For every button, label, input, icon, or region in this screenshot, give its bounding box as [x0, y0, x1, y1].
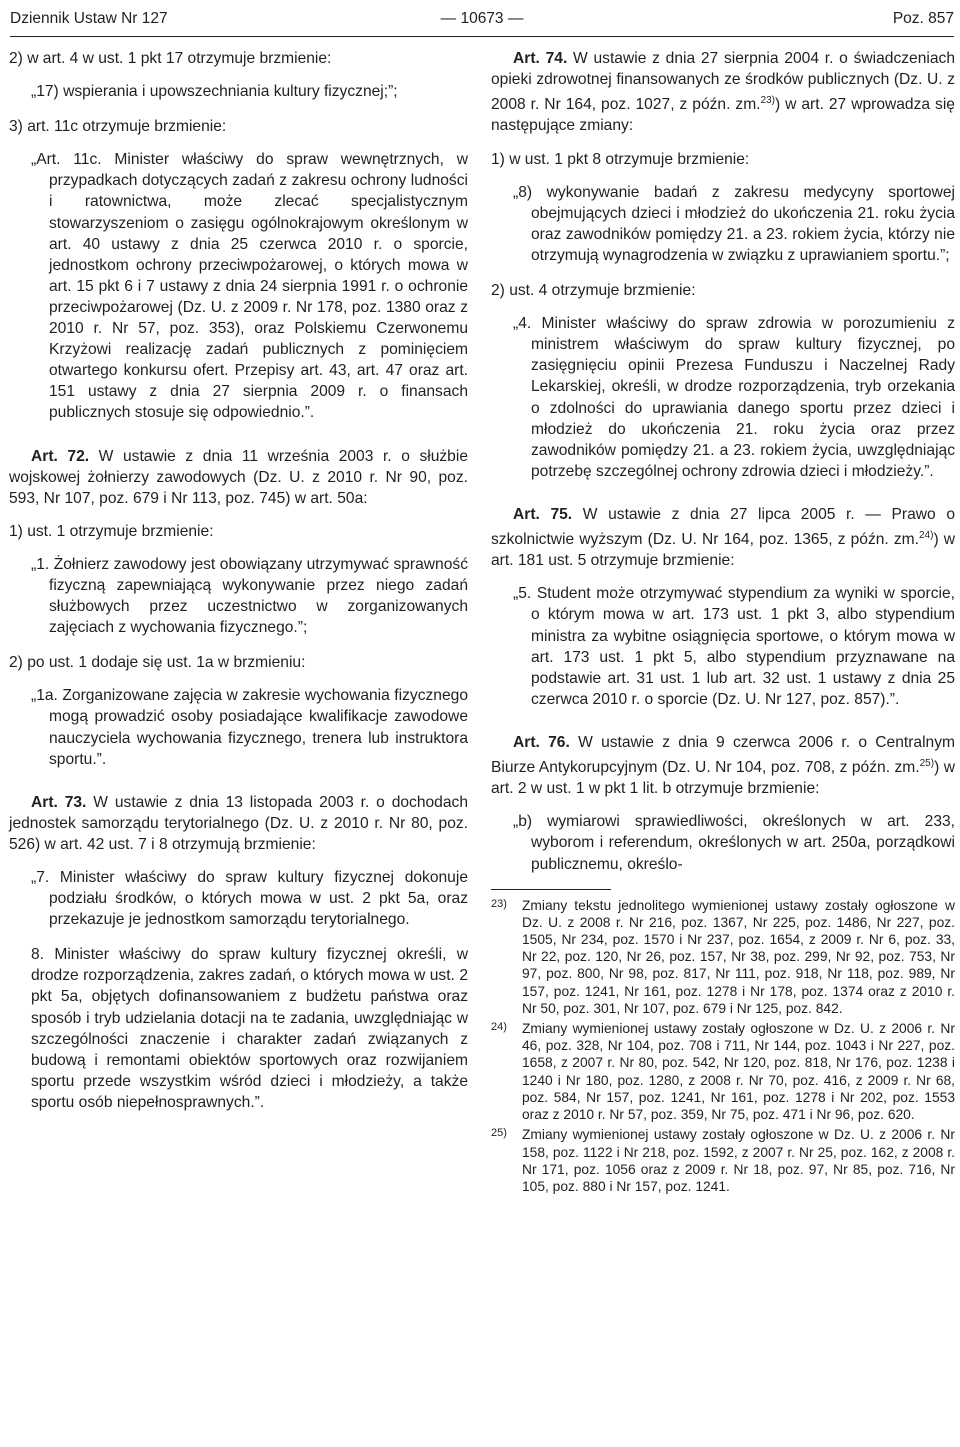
article-label: Art. 72.: [31, 447, 90, 465]
article-76: [491, 732, 955, 799]
quoted-provision: „4. Minister właściwy do spraw zdrowia w porozumieniu z ministrem właściwym do spraw kultury fizycznej, po zasięgnięciu opinii Prezesa Funduszu i Naczelnej Rady Lekarskiej, określi, w drodze rozporządzenia, tryb orzekania o zdolności do uprawiania danego sportu przez dzieci i młodzież do ukończenia 21. roku życia oraz przez zawodników pomiędzy 21. a 23. rokiem życia, uwzględniając potrzebę szczególnej ochrony zdrowia dzieci i młodzieży.”.: [513, 315, 955, 480]
right-column: [491, 48, 955, 1197]
quoted-provision: „7. Minister właściwy do spraw kultury fizycznej dokonuje podziału środków, o których mowa w ust. 2 pkt 5a, oraz przekazuje je jednostkom samorządu terytorialnego.: [31, 869, 468, 929]
left-column: [9, 48, 468, 1127]
footnote-text: Zmiany wymienionej ustawy zostały ogłoszone w Dz. U. z 2006 r. Nr 158, poz. 1122 i Nr 218, poz. 1592, z 2007 r. Nr 25, poz. 162, z 2008 r. Nr 171, poz. 1056 oraz z 2009 r. Nr 18, poz. 97, Nr 85, poz. 716, Nr 105, poz. 880 i Nr 157, poz. 1241.: [522, 1127, 955, 1194]
article-text: ) w art. 181 ust. 5 otrzymuje brzmienie:: [491, 531, 955, 570]
quoted-provision: 8. Minister właściwy do spraw kultury fizycznej określi, w drodze rozporządzenia, zakres zadań, o których mowa w ust. 2 pkt 5a, objętych dofinansowaniem z budżetu państwa oraz sposób i tryb udzielania dotacji na te zadania, uwzględniając w szczególności znaczenie i charakter zadań związanych z budową i remontami obiektów sportowych oraz rozwijaniem sportu przede wszystkim wśród dzieci i młodzieży, a także sportu osób niepełnosprawnych.”.: [31, 946, 468, 1111]
article-text: W ustawie z dnia 27 sierpnia 2004 r. o świadczeniach opieki zdrowotnej finansowanych ze środków publicznych (Dz. U. z 2008 r. Nr 164, poz. 1027, z późn. zm.: [491, 50, 955, 114]
amendment-point: 3) art. 11c otrzymuje brzmienie:: [9, 118, 227, 136]
article-text: W ustawie z dnia 9 czerwca 2006 r. o Centralnym Biurze Antykorupcyjnym (Dz. U. Nr 104, poz. 708, z późn. zm.: [491, 733, 955, 777]
article-text: ) w art. 2 w ust. 1 w pkt 1 lit. b otrzymuje brzmienie:: [491, 759, 955, 798]
journal-title: Dziennik Ustaw Nr 127: [10, 10, 168, 27]
footnotes: [491, 896, 955, 1195]
article-text: W ustawie z dnia 13 listopada 2003 r. o dochodach jednostek samorządu terytorialnego (Dz. U. z 2010 r. Nr 80, poz. 526) w art. 42 ust. 7 i 8 otrzymują brzmienie:: [9, 793, 468, 853]
article-label: Art. 75.: [513, 505, 573, 523]
article-text: W ustawie z dnia 27 lipca 2005 r. — Prawo o szkolnictwie wyższym (Dz. U. Nr 164, poz. 1365, z późn. zm.: [491, 505, 955, 549]
quoted-provision: „b) wymiarowi sprawiedliwości, określonych w art. 233, wyborom i referendum, określonych w art. 250a, porządkowi publicznemu, określo-: [513, 813, 955, 873]
quoted-provision: „17) wspierania i upowszechniania kultury fizycznej;”;: [31, 83, 398, 101]
amendment-point: 1) ust. 1 otrzymuje brzmienie:: [9, 522, 214, 540]
article-text: W ustawie z dnia 11 września 2003 r. o służbie wojskowej żołnierzy zawodowych (Dz. U. z 2010 r. Nr 90, poz. 593, Nr 107, poz. 679 i Nr 113, poz. 745) w art. 50a:: [9, 447, 468, 507]
article-label: Art. 76.: [513, 733, 570, 751]
quoted-provision: „Art. 11c. Minister właściwy do spraw wewnętrznych, w przypadkach dotyczących zadań z zakresu ochrony ludności i ratownictwa, może zlecać specjalistycznym stowarzyszeniom o zasięgu ogólnokrajowym określonym w art. 40 ustawy z dnia 25 czerwca 2010 r. o sporcie, jednostkom ochrony przeciwpożarowej, o których mowa w art. 15 pkt 6 i 7 ustawy z dnia 24 sierpnia 1991 r. o ochronie przeciwpożarowej (Dz. U. z 2009 r. Nr 178, poz. 1380 oraz z 2010 r. Nr 57, poz. 353), oraz Polskiemu Czerwonemu Krzyżowi realizację zadań publicznych z pominięciem otwartego konkursu ofert. Przepisy art. 43, art. 47 oraz art. 151 ustawy z dnia 27 sierpnia 2009 r. o finansach publicznych stosuje się odpowiednio.”.: [31, 151, 468, 422]
footnote: [491, 1125, 955, 1195]
article-73: [9, 792, 468, 855]
footnote-mark: 25): [491, 1127, 507, 1140]
footnote: [491, 1019, 955, 1123]
footnote-ref[interactable]: 25): [919, 758, 935, 769]
article-label: Art. 74.: [513, 50, 568, 67]
amendment-point: 1) w ust. 1 pkt 8 otrzymuje brzmienie:: [491, 150, 750, 168]
article-74: [491, 48, 955, 137]
footnote-text: Zmiany tekstu jednolitego wymienionej ustawy zostały ogłoszone w Dz. U. z 2008 r. Nr 216, poz. 1367, Nr 225, poz. 1486, Nr 227, poz. 1505, Nr 234, poz. 1570 i Nr 237, poz. 1654, z 2009 r. Nr 6, poz. 33, Nr 22, poz. 120, Nr 26, poz. 157, Nr 38, poz. 299, Nr 92, poz. 753, Nr 97, poz. 800, Nr 98, poz. 817, Nr 111, poz. 918, Nr 118, poz. 989, Nr 157, poz. 1241, Nr 161, poz. 1278 i Nr 178, poz. 1374 oraz z 2010 r. Nr 50, poz. 301, Nr 107, poz. 679 i Nr 125, poz. 842.: [522, 897, 955, 1016]
amendment-point: 2) po ust. 1 dodaje się ust. 1a w brzmieniu:: [9, 654, 306, 672]
header-rule: [10, 36, 954, 37]
quoted-provision: „8) wykonywanie badań z zakresu medycyny sportowej obejmujących dzieci i młodzież do ukończenia 21. roku życia oraz zawodników pomiędzy 21. a 23. rokiem życia, którzy nie otrzymują wynagrodzenia w związku z uprawianiem sportu.”;: [513, 183, 955, 264]
footnote-mark: 23): [491, 897, 507, 910]
footnote: [491, 896, 955, 1017]
position-number: Poz. 857: [892, 10, 954, 27]
article-72: [9, 446, 468, 509]
quoted-provision: „5. Student może otrzymywać stypendium za wyniki w sporcie, o którym mowa w art. 173 ust. 1 pkt 3, albo stypendium ministra za wybitne osiągnięcia sportowe, o którym mowa w art. 173 ust. 1 pkt 5, albo stypendium przyznawane na podstawie art. 31 ust. 1 lub art. 32 ust. 1 ustawy z dnia 25 czerwca 2010 r. o sporcie (Dz. U. Nr 127, poz. 857).”.: [513, 585, 955, 708]
article-label: Art. 73.: [31, 793, 87, 811]
amendment-point: 2) ust. 4 otrzymuje brzmienie:: [491, 282, 696, 300]
article-text: ) w art. 27 wprowadza się następujące zmiany:: [491, 96, 955, 135]
footnote-mark: 24): [491, 1021, 507, 1034]
footnote-rule: [491, 889, 611, 890]
footnote-ref[interactable]: 23): [760, 95, 775, 107]
footnote-text: Zmiany wymienionej ustawy zostały ogłoszone w Dz. U. z 2006 r. Nr 46, poz. 328, Nr 104, poz. 708 i 711, Nr 144, poz. 1043 i Nr 227, poz. 1658, z 2007 r. Nr 80, poz. 542, Nr 120, poz. 818, Nr 176, poz. 1238 i 1240 i Nr 180, poz. 1280, z 2008 r. Nr 70, poz. 416, z 2009 r. Nr 68, poz. 584, Nr 157, poz. 1241, Nr 161, poz. 1278 i Nr 202, poz. 1553 oraz z 2010 r. Nr 57, poz. 359, Nr 75, poz. 471 i Nr 96, poz. 620.: [522, 1021, 955, 1123]
amendment-point: 2) w art. 4 w ust. 1 pkt 17 otrzymuje brzmienie:: [9, 50, 332, 67]
quoted-provision: „1. Żołnierz zawodowy jest obowiązany utrzymywać sprawność fizyczną zapewniającą wykonywanie przez niego zadań służbowych przez uczestnictwo w zorganizowanych zajęciach z wychowania fizycznego.”;: [31, 555, 468, 637]
page-number: — 10673 —: [440, 10, 524, 27]
article-75: [491, 504, 955, 571]
quoted-provision: „1a. Zorganizowane zajęcia w zakresie wychowania fizycznego mogą prowadzić osoby posiadające kwalifikacje zawodowe nauczyciela wychowania fizycznego, trenera lub instruktora sportu.”.: [31, 687, 468, 768]
footnote-ref[interactable]: 24): [918, 529, 934, 541]
page-header: [10, 4, 954, 34]
